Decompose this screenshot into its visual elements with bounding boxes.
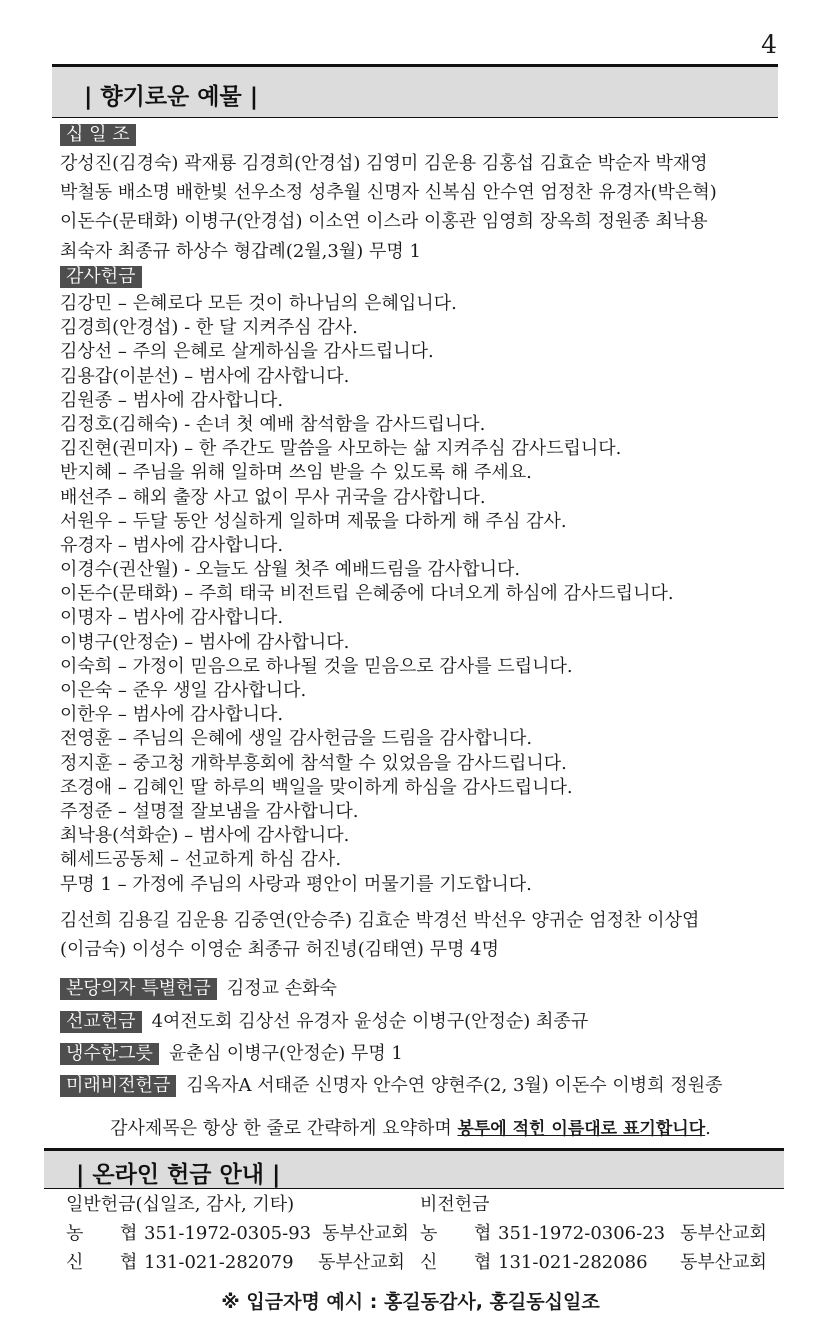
thanks-item: 유경자 – 범사에 감사합니다. bbox=[60, 534, 284, 556]
tithe-names bbox=[60, 149, 790, 266]
offering-section-header bbox=[52, 64, 778, 118]
thanks-names bbox=[60, 906, 790, 964]
online-header-title: | 온라인 헌금 안내 | bbox=[76, 1162, 281, 1188]
thanks-item: 무명 1 – 가정에 주님의 사랑과 평안이 머물기를 기도합니다. bbox=[60, 873, 532, 895]
special-offering-label: 미래비전헌금 bbox=[60, 1075, 176, 1097]
tithe-label-wrap bbox=[60, 124, 136, 146]
tithe-label: 십 일 조 bbox=[60, 124, 136, 146]
tithe-line: 강성진(김경숙) 곽재룡 김경희(안경섭) 김영미 김운용 김홍섭 김효순 박순자 박재영 bbox=[60, 153, 708, 174]
thanks-item: 김정호(김해숙) - 손녀 첫 예배 참석함을 감사드립니다. bbox=[60, 413, 486, 435]
thanks-item: 이병구(안정순) – 범사에 감사합니다. bbox=[60, 631, 350, 653]
account-holder: 동부산교회 bbox=[680, 1252, 767, 1273]
bank-name: 신 bbox=[420, 1252, 438, 1273]
thanks-names-line: (이금숙) 이성수 이영순 최종규 허진녕(김태연) 무명 4명 bbox=[60, 939, 500, 961]
thanks-label-wrap bbox=[60, 266, 142, 288]
notice-text: 감사제목은 항상 한 줄로 간략하게 요약하며 bbox=[110, 1118, 458, 1139]
thanks-item: 전영훈 – 주님의 은혜에 생일 감사헌금을 드림을 감사합니다. bbox=[60, 728, 533, 750]
thanks-item: 이숙희 – 가정이 믿음으로 하나될 것을 믿음으로 감사를 드립니다. bbox=[60, 655, 573, 677]
special-offering-row bbox=[60, 1072, 722, 1100]
thanks-item: 서원우 – 두달 동안 성실하게 일하며 제몫을 다하게 해 주심 감사. bbox=[60, 510, 567, 532]
account-holder: 동부산교회 bbox=[680, 1223, 767, 1244]
thanks-item: 배선주 – 해외 출장 사고 없이 무사 귀국을 감사합니다. bbox=[60, 486, 486, 508]
thanks-item: 김용갑(이분선) – 범사에 감사합니다. bbox=[60, 365, 350, 387]
account-number: 351-1972-0306-23 bbox=[498, 1223, 666, 1244]
thanks-item: 주정준 – 설명절 잘보냄을 감사합니다. bbox=[60, 800, 359, 822]
online-section-header bbox=[44, 1148, 784, 1189]
tithe-line: 이돈수(문태화) 이병구(안경섭) 이소연 이스라 이홍관 임영희 장옥희 정원종 최낙용 bbox=[60, 211, 708, 233]
thanks-item: 김원종 – 범사에 감사합니다. bbox=[60, 389, 284, 411]
thanks-item: 조경애 – 김혜인 딸 하루의 백일을 맞이하게 하심을 감사드립니다. bbox=[60, 776, 573, 798]
account-number: 131-021-282086 bbox=[498, 1252, 648, 1273]
thanks-item: 김강민 – 은혜로다 모든 것이 하나님의 은혜입니다. bbox=[60, 293, 457, 314]
vision-offering-title: 비전헌금 bbox=[420, 1194, 490, 1215]
special-offering-names: 김옥자A 서태준 신명자 안수연 양현주(2, 3월) 이돈수 이병희 정원종 bbox=[186, 1075, 723, 1096]
account-number: 351-1972-0305-93 bbox=[144, 1223, 312, 1244]
thanks-item: 이은숙 – 준우 생일 감사합니다. bbox=[60, 680, 307, 701]
thanks-item: 이경수(권산월) - 오늘도 삼월 첫주 예배드림을 감사합니다. bbox=[60, 559, 521, 581]
thanks-item: 최낙용(석화순) – 범사에 감사합니다. bbox=[60, 825, 350, 847]
offering-header-title: | 향기로운 예물 | bbox=[84, 84, 259, 110]
thanks-item: 정지훈 – 중고청 개학부흥회에 참석할 수 있었음을 감사드립니다. bbox=[60, 752, 567, 774]
special-offering-names: 김정교 손화숙 bbox=[226, 978, 337, 999]
tithe-line: 최숙자 최종규 하상수 형갑례(2월,3월) 무명 1 bbox=[60, 240, 421, 262]
special-offering-row bbox=[60, 1040, 403, 1068]
bank-name: 협 bbox=[474, 1223, 492, 1244]
notice-emphasis: 봉투에 적힌 이름대로 표기합니다 bbox=[457, 1119, 706, 1139]
bank-name: 협 bbox=[120, 1223, 138, 1244]
thanks-label: 감사헌금 bbox=[60, 266, 142, 288]
special-offering-row bbox=[60, 1008, 588, 1036]
bank-name: 농 bbox=[420, 1223, 438, 1244]
bank-name: 농 bbox=[66, 1223, 84, 1244]
thanks-names-line: 김선희 김용길 김운용 김중연(안승주) 김효순 박경선 박선우 양귀순 엄정찬 이상엽 bbox=[60, 910, 700, 931]
thanks-list bbox=[60, 292, 790, 897]
general-offering-title: 일반헌금(십일조, 감사, 기타) bbox=[66, 1194, 295, 1215]
special-offering-names: 윤춘심 이병구(안정순) 무명 1 bbox=[168, 1043, 403, 1064]
bank-name: 협 bbox=[474, 1252, 492, 1273]
bank-name: 신 bbox=[66, 1252, 84, 1273]
special-offering-row bbox=[60, 975, 337, 1003]
depositor-name-example: ※ 입금자명 예시 : 홍길동감사, 홍길동십일조 bbox=[221, 1291, 600, 1313]
page-number: 4 bbox=[761, 30, 777, 59]
special-offering-names: 4여전도회 김상선 유경자 윤성순 이병구(안정순) 최종규 bbox=[151, 1011, 589, 1032]
account-number: 131-021-282079 bbox=[144, 1252, 294, 1273]
special-offering-label: 본당의자 특별헌금 bbox=[60, 978, 217, 1000]
notice-end: . bbox=[705, 1118, 711, 1139]
thanks-item: 이돈수(문태화) – 주희 태국 비전트립 은혜중에 다녀오게 하심에 감사드립니다. bbox=[60, 583, 674, 605]
bank-name: 협 bbox=[120, 1252, 138, 1273]
notice bbox=[0, 1114, 821, 1140]
thanks-item: 이명자 – 범사에 감사합니다. bbox=[60, 607, 284, 629]
thanks-item: 이한우 – 범사에 감사합니다. bbox=[60, 704, 284, 726]
special-offering-label: 냉수한그릇 bbox=[60, 1043, 159, 1065]
thanks-item: 반지혜 – 주님을 위해 일하며 쓰임 받을 수 있도록 해 주세요. bbox=[60, 462, 532, 484]
thanks-item: 김경희(안경섭) - 한 달 지켜주심 감사. bbox=[60, 317, 358, 339]
account-holder: 동부산교회 bbox=[322, 1223, 409, 1244]
tithe-line: 박철동 배소명 배한빛 선우소정 성추월 신명자 신복심 안수연 엄정찬 유경자(박은혁) bbox=[60, 182, 717, 204]
thanks-item: 김진현(권미자) – 한 주간도 말씀을 사모하는 삶 지켜주심 감사드립니다. bbox=[60, 438, 622, 460]
account-holder: 동부산교회 bbox=[318, 1252, 405, 1273]
thanks-item: 헤세드공동체 – 선교하게 하심 감사. bbox=[60, 849, 342, 871]
thanks-item: 김상선 – 주의 은혜로 살게하심을 감사드립니다. bbox=[60, 341, 434, 363]
special-offering-label: 선교헌금 bbox=[60, 1011, 142, 1033]
